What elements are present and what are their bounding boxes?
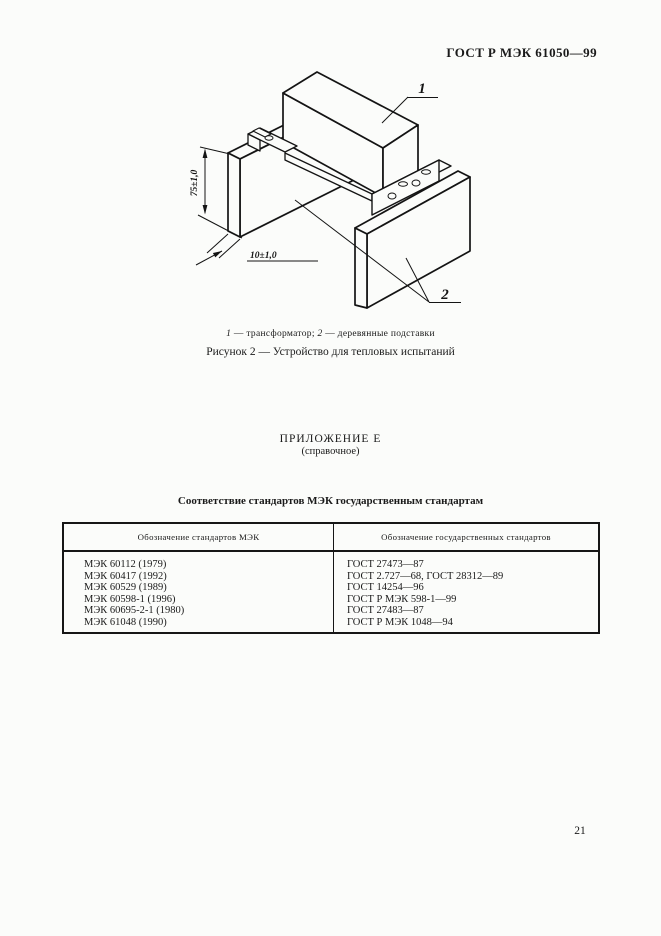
table-cell-gost: ГОСТ 2.727—68, ГОСТ 28312—89 (347, 570, 504, 582)
table-cell-gost: ГОСТ Р МЭК 598-1—99 (347, 593, 457, 605)
dim-height-label: 75±1,0 (190, 169, 200, 197)
table-cell-gost: ГОСТ Р МЭК 1048—94 (347, 616, 453, 628)
document-code-header: ГОСТ Р МЭК 61050—99 (446, 45, 597, 60)
dim-thickness-label: 10±1,0 (250, 251, 277, 261)
table-cell-gost: ГОСТ 27473—87 (347, 559, 424, 570)
figure-caption (30, 329, 631, 339)
table-cell-iec: МЭК 60529 (1989) (84, 582, 167, 594)
standards-table (62, 522, 600, 634)
table-cell-iec: МЭК 60417 (1992) (84, 570, 167, 582)
appendix-subtitle: (справочное) (301, 446, 360, 457)
caption-item2-text: — деревянные подставки (322, 329, 435, 339)
callout-2-label: 2 (441, 287, 449, 303)
table-cell-gost: ГОСТ 27483—87 (347, 605, 424, 617)
standards-table-body (64, 552, 598, 632)
figure-2-drawing (150, 62, 505, 322)
gost-column (334, 552, 598, 632)
table-cell-gost: ГОСТ 14254—96 (347, 582, 424, 594)
standards-table-header (64, 524, 598, 552)
iec-column (64, 552, 334, 632)
table-cell-iec: МЭК 60695-2-1 (1980) (84, 605, 185, 617)
dimension-thickness (196, 234, 318, 265)
caption-item1-text: — трансформатор; (231, 329, 318, 339)
col-header-gost: Обозначение государственных стандартов (381, 532, 551, 542)
caption-item1-num: 1 (226, 329, 232, 339)
figure-title: Рисунок 2 — Устройство для тепловых испытаний (206, 346, 455, 358)
appendix-title: ПРИЛОЖЕНИЕ Е (279, 433, 382, 445)
table-cell-iec: МЭК 60598-1 (1996) (84, 593, 176, 605)
col-header-iec: Обозначение стандартов МЭК (64, 524, 334, 550)
table-cell-iec: МЭК 61048 (1990) (84, 616, 167, 628)
table-cell-iec: МЭК 60112 (1979) (84, 559, 167, 570)
page-number: 21 (574, 825, 586, 837)
thermal-test-device-drawing (150, 62, 505, 322)
callout-1-label: 1 (418, 81, 426, 97)
caption-item2-num: 2 (317, 329, 323, 339)
table-heading: Соответствие стандартов МЭК государственным стандартам (177, 495, 484, 507)
appendix-block (30, 433, 631, 457)
